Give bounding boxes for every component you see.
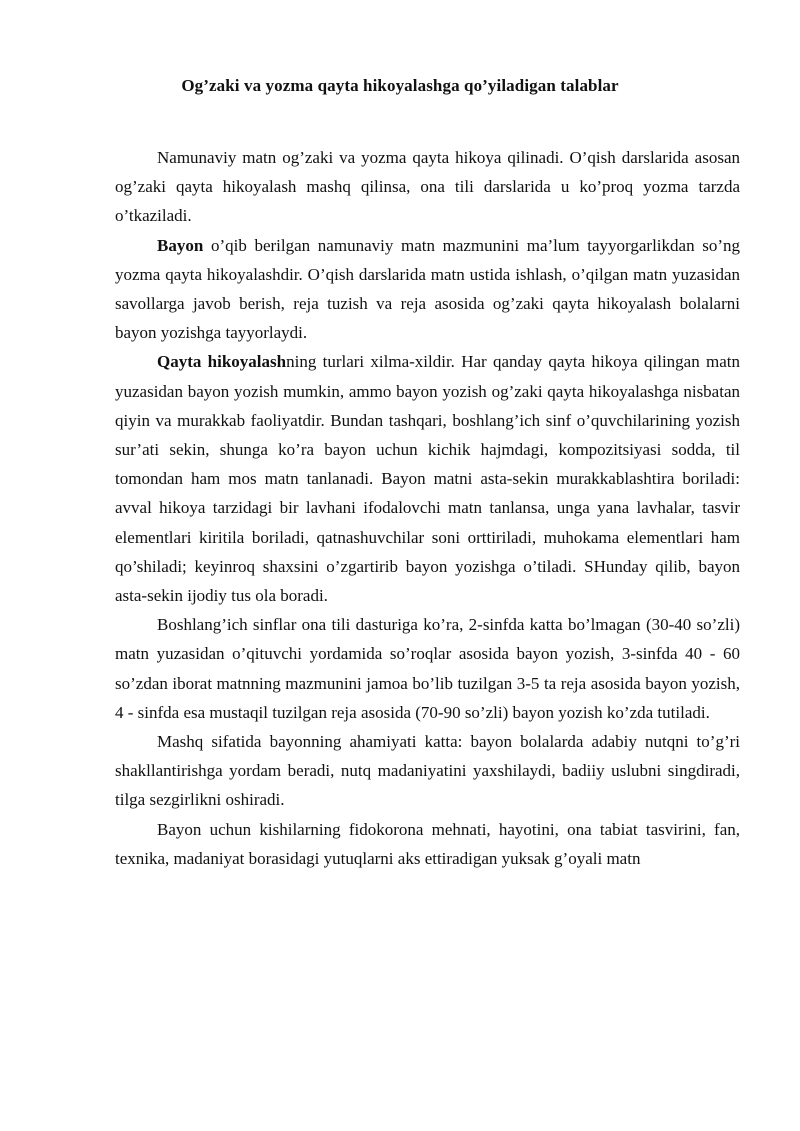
paragraph-5 <box>115 727 740 815</box>
paragraph-1 <box>115 143 740 231</box>
paragraph-text: ning turlari xilma-xildir. Har qanday qayta hikoya qilingan matn yuzasidan bayon yozish mumkin, ammo bayon yozish og’zaki qayta hikoyalashga nisbatan qiyin va murakkab faoliyatdir. Bundan tashqari, boshlang’ich sinf o’quvchilarining yozish sur’ati sekin, shunga ko’ra bayon uchun kichik hajmdagi, kompozitsiyasi sodda, til tomondan ham mos matn tanlanadi. Bayon matni asta-sekin murakkablashtira boriladi: avval hikoya tarzidagi bir lavhani ifodalovchi matn tanlansa, unga yana lavhalar, tasvir elementlari kiritila boriladi, qatnashuvchilar soni orttiriladi, muhokama elementlari ham qo’shiladi; keyinroq shaxsini o’zgartirib bayon yozishga o’tiladi. SHunday qilib, bayon asta-sekin ijodiy tus ola boradi. <box>115 352 740 606</box>
paragraph-2 <box>115 231 740 348</box>
paragraph-lead: Qayta hikoyalash <box>157 352 287 372</box>
paragraph-text: Boshlang’ich sinflar ona tili dasturiga ko’ra, 2-sinfda katta bo’lmagan (30-40 so’zli) matn yuzasidan o’qituvchi yordamida so’roqlar asosida bayon yozish, 3-sinfda 40 - 60 so’zdan iborat matnning mazmunini jamoa bo’lib tuzilgan 3-5 ta reja asosida bayon yozish, 4 - sinfda esa mustaqil tuzilgan reja asosida (70-90 so’zli) bayon yozish ko’zda tutiladi. <box>115 615 740 722</box>
paragraph-text: Namunaviy matn og’zaki va yozma qayta hikoya qilinadi. O’qish darslarida asosan og’zaki qayta hikoyalash mashq qilinsa, ona tili darslarida u ko’proq yozma tarzda o’tkaziladi. <box>115 148 740 226</box>
paragraph-lead: Bayon <box>157 235 204 255</box>
document-body <box>115 143 740 873</box>
paragraph-text: Bayon uchun kishilarning fidokorona mehnati, hayotini, ona tabiat tasvirini, fan, texnika, madaniyat borasidagi yutuqlarni aks ettiradigan yuksak g’oyali matn <box>115 819 740 868</box>
document-title: Og’zaki va yozma qayta hikoyalashga qo’yiladigan talablar <box>181 76 619 95</box>
paragraph-6 <box>115 815 740 873</box>
paragraph-text: o’qib berilgan namunaviy matn mazmunini ma’lum tayyorgarlikdan so’ng yozma qayta hikoyalashdir. O’qish darslarida matn ustida ishlash, o’qilgan matn yuzasidan savollarga javob berish, reja tuzish va reja asosida og’zaki qayta hikoyalash bolalarni bayon yozishga tayyorlaydi. <box>115 235 740 343</box>
paragraph-text: Mashq sifatida bayonning ahamiyati katta: bayon bolalarda adabiy nutqni to’g’ri shakllantirishga yordam beradi, nutq madaniyatini yaxshilaydi, badiiy uslubni singdiradi, tilga sezgirlikni oshiradi. <box>115 732 740 810</box>
paragraph-3 <box>115 347 740 610</box>
paragraph-4 <box>115 610 740 727</box>
